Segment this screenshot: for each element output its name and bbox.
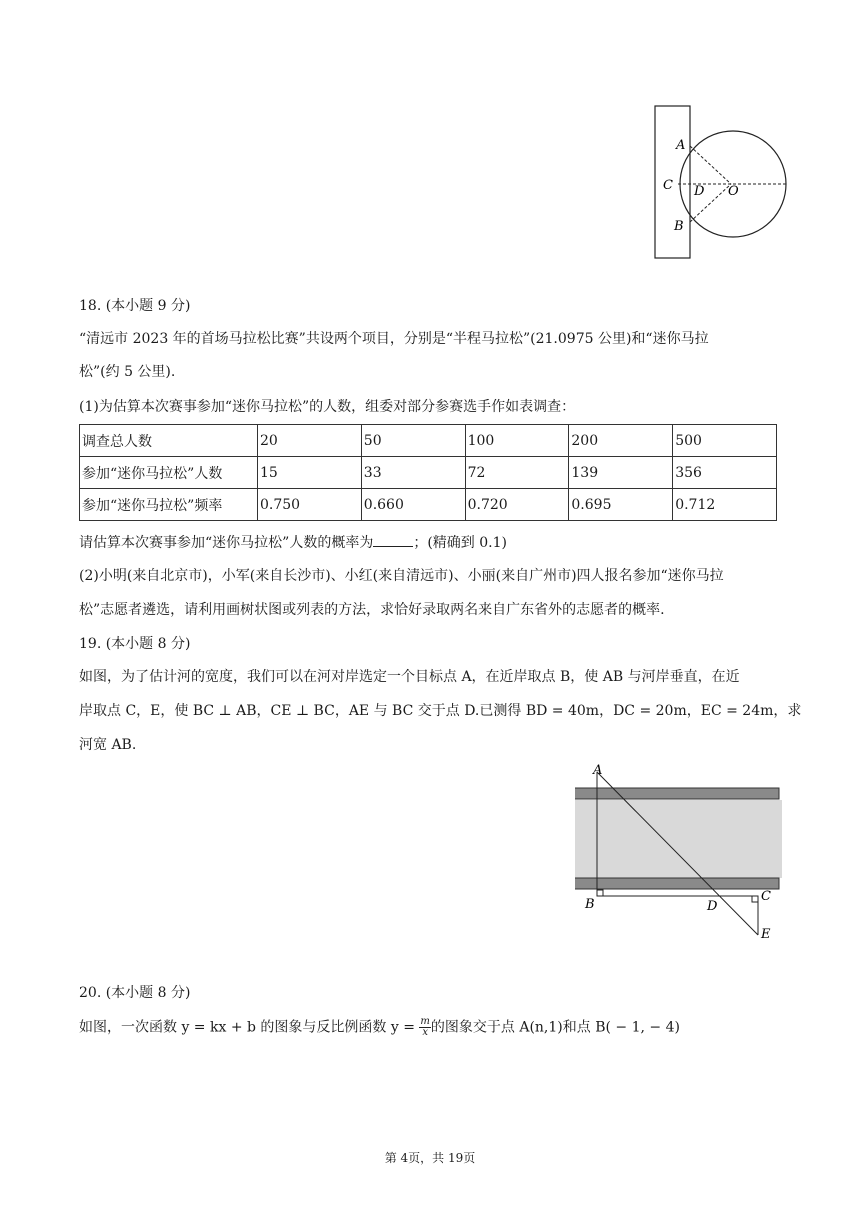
q18-estimate <box>79 532 507 553</box>
q19-line1: 如图，为了估计河的宽度，我们可以在河对岸选定一个目标点 A，在近岸取点 B，使 AB 与河岸垂直，在近 <box>79 669 740 685</box>
label-a: A <box>676 138 686 153</box>
label-d: D <box>694 184 705 199</box>
table-cell: 0.712 <box>673 489 777 521</box>
circle-rectangle-figure <box>640 100 800 270</box>
q20-line <box>79 1017 680 1038</box>
q20-prefix: 如图，一次函数 y = kx + b 的图象与反比例函数 y = <box>79 1019 415 1036</box>
river-label-a: A <box>593 763 603 778</box>
answer-blank <box>373 532 413 547</box>
table-cell: 139 <box>569 457 673 489</box>
label-o: O <box>728 184 739 199</box>
river-water <box>575 800 782 878</box>
river-label-c: C <box>761 889 771 904</box>
table-cell: 50 <box>361 425 465 457</box>
table-cell: 500 <box>673 425 777 457</box>
river-label-b: B <box>585 897 595 912</box>
q18-header: 18. (本小题 9 分) <box>79 298 191 314</box>
q20-header: 20. (本小题 8 分) <box>79 985 191 1001</box>
fraction-m-over-x <box>419 1017 430 1038</box>
table-row <box>80 425 777 457</box>
table-cell: 调查总人数 <box>80 425 258 457</box>
q19-header: 19. (本小题 8 分) <box>79 636 191 652</box>
q19-line3: 河宽 AB. <box>79 737 137 753</box>
q20-suffix: 的图象交于点 A(n,1)和点 B( − 1, − 4) <box>430 1019 680 1036</box>
q18-intro-line1: “清远市 2023 年的首场马拉松比赛”共设两个项目，分别是“半程马拉松”(21.0975 公里)和“迷你马拉 <box>79 331 709 347</box>
table-cell: 参加“迷你马拉松”人数 <box>80 457 258 489</box>
table-cell: 356 <box>673 457 777 489</box>
fraction-numerator: m <box>420 1016 430 1027</box>
table-row <box>80 457 777 489</box>
table-row <box>80 489 777 521</box>
q18-part1: (1)为估算本次赛事参加“迷你马拉松”的人数，组委对部分参赛选手作如表调查： <box>79 399 576 415</box>
table-cell: 0.750 <box>258 489 362 521</box>
table-cell: 33 <box>361 457 465 489</box>
page-footer: 第 4页，共 19页 <box>384 1151 476 1165</box>
table-cell: 0.695 <box>569 489 673 521</box>
q18-intro-line2: 松”(约 5 公里). <box>79 364 176 380</box>
dashed-ao <box>690 146 731 184</box>
table-cell: 20 <box>258 425 362 457</box>
right-angle-b <box>597 890 603 896</box>
table-cell: 0.720 <box>465 489 569 521</box>
fraction-denominator: x <box>422 1027 428 1038</box>
table-cell: 200 <box>569 425 673 457</box>
table-cell: 0.660 <box>361 489 465 521</box>
q19-line2: 岸取点 C，E，使 BC ⊥ AB，CE ⊥ BC，AE 与 BC 交于点 D.已测得 BD = 40m，DC = 20m，EC = 24m，求 <box>79 703 802 719</box>
table-cell: 72 <box>465 457 569 489</box>
q18-part2-line2: 松”志愿者遴选，请利用画树状图或列表的方法，求恰好录取两名来自广东省外的志愿者的概率. <box>79 602 665 618</box>
q18-part2-line1: (2)小明(来自北京市)，小军(来自长沙市)、小红(来自清远市)、小丽(来自广州市)四人报名参加“迷你马拉 <box>79 568 724 584</box>
estimate-prefix: 请估算本次赛事参加“迷你马拉松”人数的概率为 <box>79 535 374 551</box>
label-b: B <box>674 219 684 234</box>
river-label-d: D <box>707 899 718 914</box>
survey-table <box>79 424 777 521</box>
table-cell: 参加“迷你马拉松”频率 <box>80 489 258 521</box>
near-bank <box>575 878 779 889</box>
river-figure <box>575 760 790 945</box>
river-label-e: E <box>761 927 771 942</box>
label-c: C <box>663 178 673 193</box>
table-cell: 100 <box>465 425 569 457</box>
table-cell: 15 <box>258 457 362 489</box>
far-bank <box>575 788 779 799</box>
right-angle-c <box>752 896 758 902</box>
estimate-suffix: ；(精确到 0.1) <box>413 535 507 551</box>
